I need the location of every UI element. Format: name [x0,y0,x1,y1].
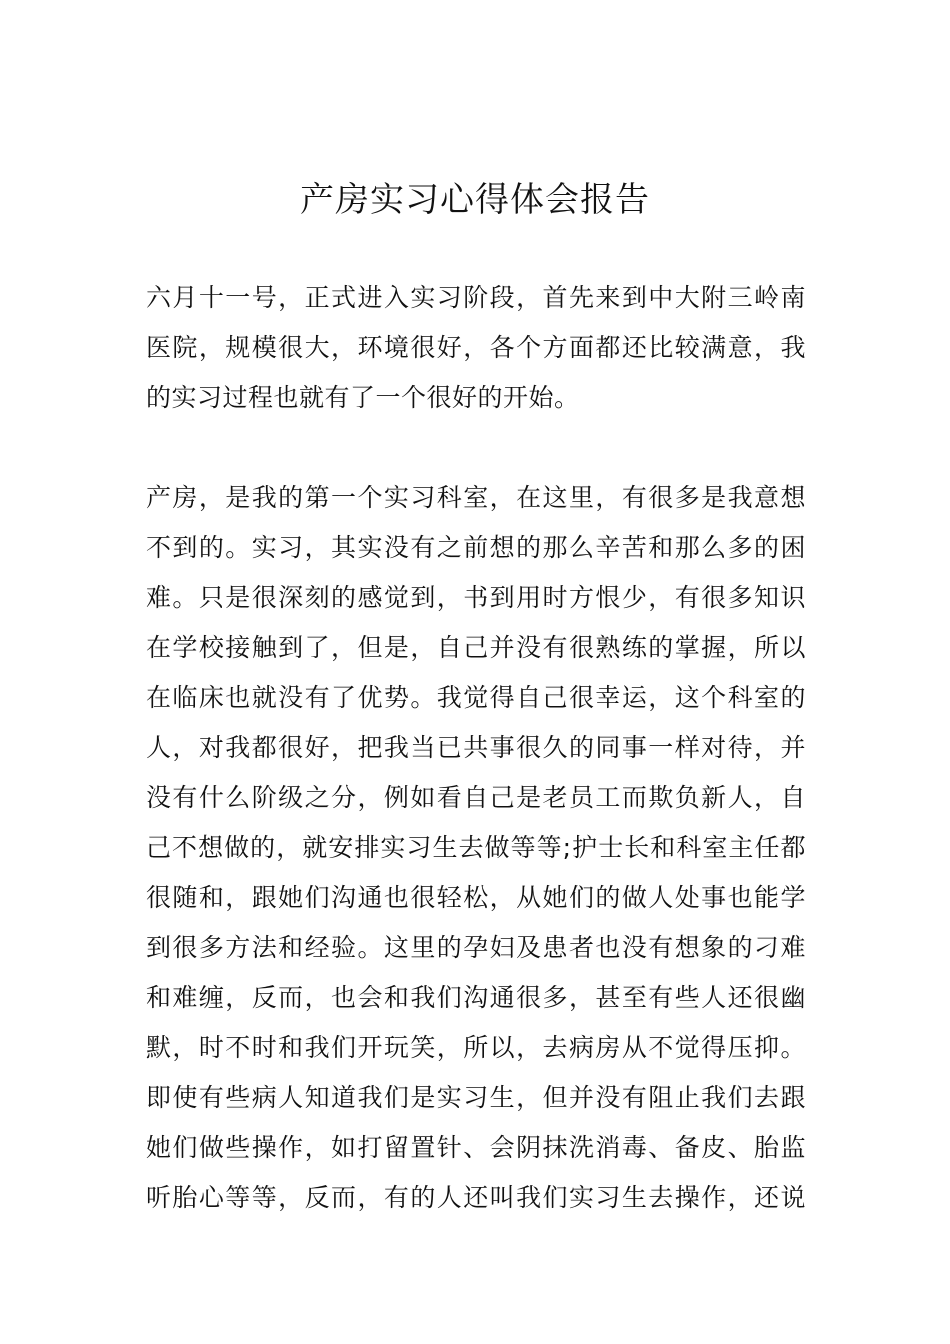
paragraph-line: 在临床也就没有了优势。我觉得自己很幸运，这个科室的 [146,683,806,712]
document-title: 产房实习心得体会报告 [300,180,650,220]
paragraph-line: 和难缠，反而，也会和我们沟通很多，甚至有些人还很幽 [146,983,806,1012]
paragraph-line: 听胎心等等，反而，有的人还叫我们实习生去操作，还说 [146,1183,806,1212]
paragraph-intro [146,273,806,423]
paragraph-line: 很随和，跟她们沟通也很轻松，从她们的做人处事也能学 [146,883,806,912]
paragraph-line: 不到的。实习，其实没有之前想的那么辛苦和那么多的困 [146,533,806,562]
paragraph-line: 的实习过程也就有了一个很好的开始。 [146,383,580,412]
paragraph-line: 她们做些操作，如打留置针、会阴抹洗消毒、备皮、胎监 [146,1133,806,1162]
paragraph-line: 到很多方法和经验。这里的孕妇及患者也没有想象的刁难 [146,933,806,962]
paragraph-line: 人，对我都很好，把我当已共事很久的同事一样对待，并 [146,733,806,762]
paragraph-line: 没有什么阶级之分，例如看自己是老员工而欺负新人，自 [146,783,806,812]
paragraph-line: 难。只是很深刻的感觉到，书到用时方恨少，有很多知识 [146,583,806,612]
paragraph-line: 默，时不时和我们开玩笑，所以，去病房从不觉得压抑。 [146,1033,806,1062]
paragraph-delivery-room [146,473,806,1223]
paragraph-line: 六月十一号，正式进入实习阶段，首先来到中大附三岭南 [146,283,806,312]
paragraph-line: 即使有些病人知道我们是实习生，但并没有阻止我们去跟 [146,1083,806,1112]
paragraph-line: 产房，是我的第一个实习科室，在这里，有很多是我意想 [146,483,806,512]
paragraph-line: 己不想做的，就安排实习生去做等等;护士长和科室主任都 [146,833,806,862]
paragraph-line: 医院，规模很大，环境很好，各个方面都还比较满意，我 [146,333,806,362]
paragraph-line: 在学校接触到了，但是，自己并没有很熟练的掌握，所以 [146,633,806,662]
